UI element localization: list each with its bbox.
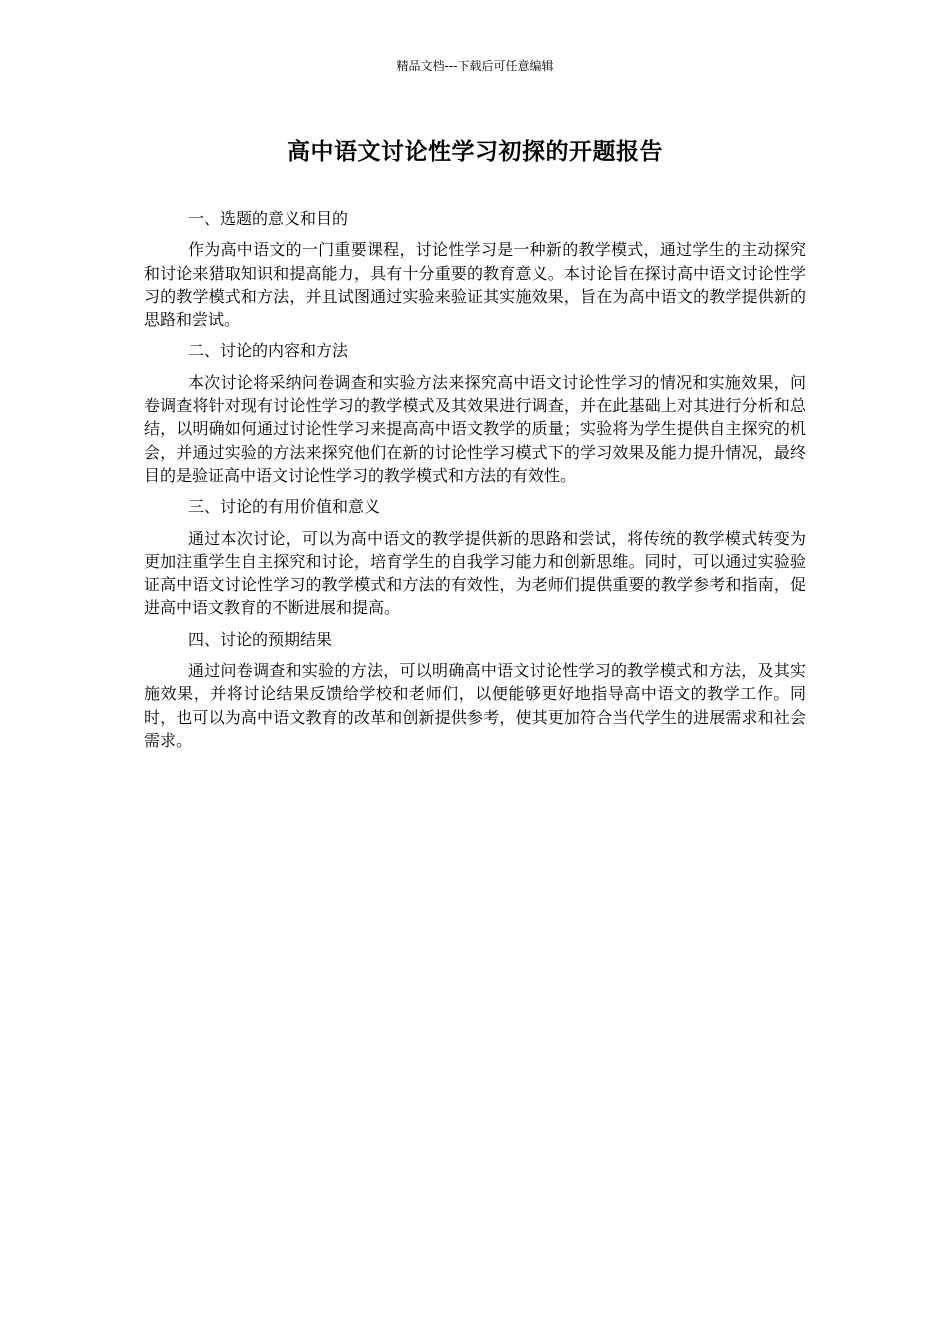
- document-body: [144, 207, 806, 760]
- header-note: 精品文档---下载后可任意编辑: [396, 59, 554, 73]
- section-paragraph-3: 通过本次讨论，可以为高中语文的教学提供新的思路和尝试，将传统的教学模式转变为更加注重学生自主探究和讨论，培育学生的自我学习能力和创新思维。同时，可以通过实验验证高中语文讨论性学习的教学模式和方法的有效性，为老师们提供重要的教学参考和指南，促进高中语文教育的不断进展和提高。: [144, 528, 806, 618]
- section-heading-4: 四、讨论的预期结果: [188, 629, 333, 649]
- section-heading-2: 二、讨论的内容和方法: [188, 341, 349, 361]
- section-heading-1: 一、选题的意义和目的: [188, 209, 349, 228]
- section-paragraph-1: 作为高中语文的一门重要课程，讨论性学习是一种新的教学模式，通过学生的主动探究和讨论来猎取知识和提高能力，具有十分重要的教育意义。本讨论旨在探讨高中语文讨论性学习的教学模式和方法，并且试图通过实验来验证其实施效果，旨在为高中语文的教学提供新的思路和尝试。: [144, 240, 806, 330]
- section-heading-3: 三、讨论的有用价值和意义: [188, 497, 381, 517]
- section-paragraph-4: 通过问卷调查和实验的方法，可以明确高中语文讨论性学习的教学模式和方法，及其实施效果，并将讨论结果反馈给学校和老师们，以便能够更好地指导高中语文的教学工作。同时，也可以为高中语文教育的改革和创新提供参考，使其更加符合当代学生的进展需求和社会需求。: [144, 661, 806, 750]
- section-paragraph-2: 本次讨论将采纳问卷调查和实验方法来探究高中语文讨论性学习的情况和实施效果，问卷调查将针对现有讨论性学习的教学模式及其效果进行调查，并在此基础上对其进行分析和总结，以明确如何通过讨论性学习来提高高中语文教学的质量；实验将为学生提供自主探究的机会，并通过实验的方法来探究他们在新的讨论性学习模式下的学习效果及能力提升情况，最终目的是验证高中语文讨论性学习的教学模式和方法的有效性。: [144, 372, 806, 485]
- document-title: 高中语文讨论性学习初探的开题报告: [287, 139, 663, 165]
